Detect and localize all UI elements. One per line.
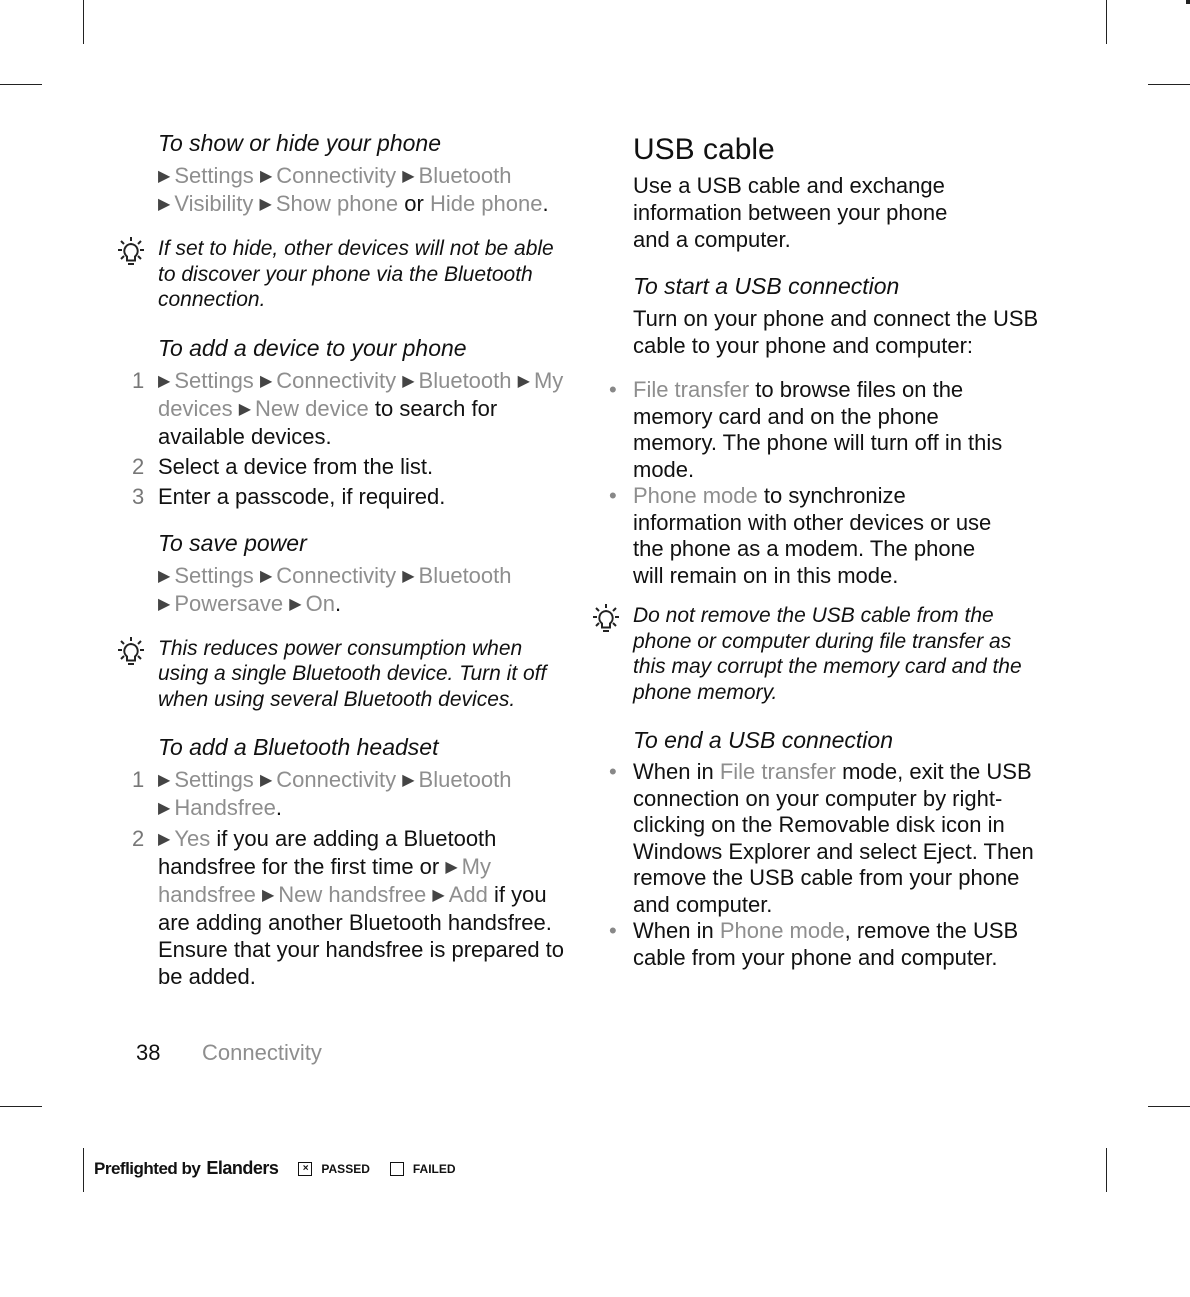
step-item <box>132 825 568 990</box>
period: . <box>334 590 342 616</box>
menu-handsfree: Handsfree <box>174 795 276 820</box>
arrow-icon: ▶ <box>158 372 171 390</box>
menu-settings: Settings <box>174 367 254 393</box>
arrow-icon: ▶ <box>517 372 530 390</box>
arrow-icon: ▶ <box>402 168 415 185</box>
menu-connectivity: Connectivity <box>276 163 397 188</box>
arrow-icon: ▶ <box>402 772 415 789</box>
arrow-icon: ▶ <box>238 400 252 418</box>
passed-label: PASSED <box>321 1161 370 1176</box>
period: . <box>542 191 549 216</box>
end-usb-heading: To end a USB connection <box>633 727 893 753</box>
menu-file-transfer: File transfer <box>633 377 750 402</box>
menu-new-device: New device <box>255 395 369 421</box>
arrow-icon: ▶ <box>259 772 273 789</box>
step-text: Enter a passcode, if required. <box>158 483 446 509</box>
arrow-icon: ▶ <box>259 168 273 185</box>
arrow-icon: ▶ <box>158 800 171 817</box>
arrow-icon: ▶ <box>158 772 171 789</box>
arrow-icon: ▶ <box>402 372 415 390</box>
or-text: or <box>398 191 430 216</box>
usb-cable-section <box>633 130 1053 253</box>
save-power-section <box>158 528 568 618</box>
menu-my-devices: My devices <box>158 367 564 421</box>
menu-settings: Settings <box>174 767 254 792</box>
usb-mode-list <box>609 377 1003 589</box>
step-number: 3 <box>132 483 145 509</box>
step-item <box>132 367 568 450</box>
list-item <box>609 918 1043 971</box>
step-number: 2 <box>132 453 145 479</box>
menu-new-handsfree: New handsfree <box>278 882 427 907</box>
corner-dot <box>1186 0 1190 4</box>
step-text: Select a device from the list. <box>158 453 434 479</box>
list-text: to browse files on the memory card and on the phone memory. The phone will turn off in this mode. <box>633 377 1003 482</box>
start-usb-heading: To start a USB connection <box>633 273 900 299</box>
list-text: When in <box>633 759 720 784</box>
menu-settings: Settings <box>174 562 254 588</box>
list-item <box>609 759 1043 918</box>
menu-file-transfer: File transfer <box>719 759 836 784</box>
tip-hide <box>158 236 568 313</box>
step-item <box>132 483 568 510</box>
arrow-icon: ▶ <box>432 887 445 904</box>
menu-hide-phone: Hide phone <box>429 191 543 216</box>
add-device-heading: To add a device to your phone <box>158 334 467 361</box>
menu-phone-mode: Phone mode <box>719 918 845 943</box>
arrow-icon: ▶ <box>259 196 272 213</box>
bullet: • <box>609 483 617 508</box>
list-text: , remove the USB cable from your phone and computer. <box>633 918 1019 970</box>
arrow-icon: ▶ <box>259 567 273 585</box>
bullet: • <box>609 377 617 402</box>
menu-on: On <box>305 590 335 616</box>
list-item <box>609 483 1003 589</box>
show-hide-path <box>158 162 568 218</box>
menu-bluetooth: Bluetooth <box>418 767 512 792</box>
arrow-icon: ▶ <box>158 595 171 613</box>
menu-bluetooth: Bluetooth <box>418 367 512 393</box>
crop-mark <box>83 0 84 44</box>
step-number: 1 <box>132 367 145 393</box>
crop-mark <box>1106 1148 1107 1192</box>
tip-usb <box>633 603 1033 705</box>
list-text: mode, exit the USB connection on your computer by right-clicking on the Removable disk icon in Windows Explorer and select Eject. Then remove the USB cable from your phone and computer. <box>633 759 1034 917</box>
lightbulb-tip-icon <box>114 236 148 270</box>
arrow-icon: ▶ <box>158 831 171 848</box>
page-footer <box>136 1040 322 1066</box>
step-number: 2 <box>132 826 145 851</box>
passed-checkbox: × <box>298 1162 312 1176</box>
menu-bluetooth: Bluetooth <box>418 163 512 188</box>
show-hide-section <box>158 128 568 218</box>
menu-yes: Yes <box>174 826 211 851</box>
preflight-label: Preflighted by <box>94 1158 201 1178</box>
end-usb-section <box>609 725 1053 971</box>
menu-my-handsfree: My handsfree <box>158 854 491 907</box>
page-number: 38 <box>136 1040 161 1065</box>
save-power-heading: To save power <box>158 529 307 556</box>
tip-text: Do not remove the USB cable from the phone or computer during file transfer as this may corrupt the memory card and the phone memory. <box>633 604 1022 704</box>
step-text: to search for available devices. <box>158 395 498 449</box>
arrow-icon: ▶ <box>261 887 275 904</box>
menu-connectivity: Connectivity <box>276 367 397 393</box>
menu-add: Add <box>448 882 488 907</box>
headset-section <box>132 732 568 990</box>
crop-mark <box>1148 1106 1190 1107</box>
step-item <box>132 453 568 480</box>
lightbulb-tip-icon <box>589 603 623 637</box>
crop-mark <box>1148 84 1190 85</box>
crop-mark <box>1106 0 1107 44</box>
list-text: When in <box>633 918 720 943</box>
lightbulb-tip-icon <box>114 636 148 670</box>
step-text: if you are adding a Bluetooth handsfree for the first time or <box>158 826 497 879</box>
usb-cable-heading: USB cable <box>633 133 775 166</box>
step-item <box>132 766 568 822</box>
crop-mark <box>0 1106 42 1107</box>
menu-powersave: Powersave <box>174 590 284 616</box>
bullet: • <box>609 759 617 784</box>
period: . <box>275 795 282 820</box>
menu-visibility: Visibility <box>174 191 254 216</box>
menu-bluetooth: Bluetooth <box>418 562 512 588</box>
tip-text: If set to hide, other devices will not be able to discover your phone via the Bluetooth connection. <box>158 237 554 311</box>
failed-label: FAILED <box>412 1161 456 1176</box>
bullet: • <box>609 918 617 943</box>
failed-checkbox <box>390 1162 404 1176</box>
list-item <box>609 377 1003 483</box>
headset-heading: To add a Bluetooth headset <box>158 734 439 760</box>
arrow-icon: ▶ <box>158 196 171 213</box>
crop-mark <box>0 84 42 85</box>
start-usb-section <box>633 271 1053 359</box>
arrow-icon: ▶ <box>158 567 171 585</box>
elanders-logo: Elanders <box>206 1158 279 1178</box>
menu-phone-mode: Phone mode <box>633 483 758 508</box>
usb-intro: Use a USB cable and exchange information between your phone and a computer. <box>633 173 948 252</box>
arrow-icon: ▶ <box>158 168 171 185</box>
list-text: to synchronize information with other devices or use the phone as a modem. The phone will remain on in this mode. <box>633 483 992 588</box>
headset-steps <box>132 766 568 990</box>
menu-connectivity: Connectivity <box>276 767 397 792</box>
add-device-steps <box>132 367 568 510</box>
arrow-icon: ▶ <box>445 859 458 876</box>
crop-mark <box>83 1148 84 1192</box>
menu-settings: Settings <box>174 163 254 188</box>
step-number: 1 <box>132 767 145 792</box>
save-power-path <box>158 562 568 618</box>
right-column <box>609 128 1053 989</box>
arrow-icon: ▶ <box>402 567 415 585</box>
step-text: if you are adding another Bluetooth handsfree. Ensure that your handsfree is prepared to be added. <box>158 882 565 989</box>
tip-powersave <box>158 636 568 713</box>
end-usb-list <box>609 759 1043 971</box>
show-hide-heading: To show or hide your phone <box>158 130 442 156</box>
add-device-section <box>132 333 568 510</box>
left-column <box>132 128 568 1008</box>
arrow-icon: ▶ <box>259 372 273 390</box>
menu-connectivity: Connectivity <box>276 562 397 588</box>
preflight-stamp <box>94 1158 456 1179</box>
start-usb-text: Turn on your phone and connect the USB cable to your phone and computer: <box>633 306 1039 358</box>
tip-text: This reduces power consumption when using a single Bluetooth device. Turn it off when using several Bluetooth devices. <box>158 636 547 711</box>
menu-show-phone: Show phone <box>275 191 399 216</box>
arrow-icon: ▶ <box>289 595 302 613</box>
section-name: Connectivity <box>202 1040 322 1065</box>
